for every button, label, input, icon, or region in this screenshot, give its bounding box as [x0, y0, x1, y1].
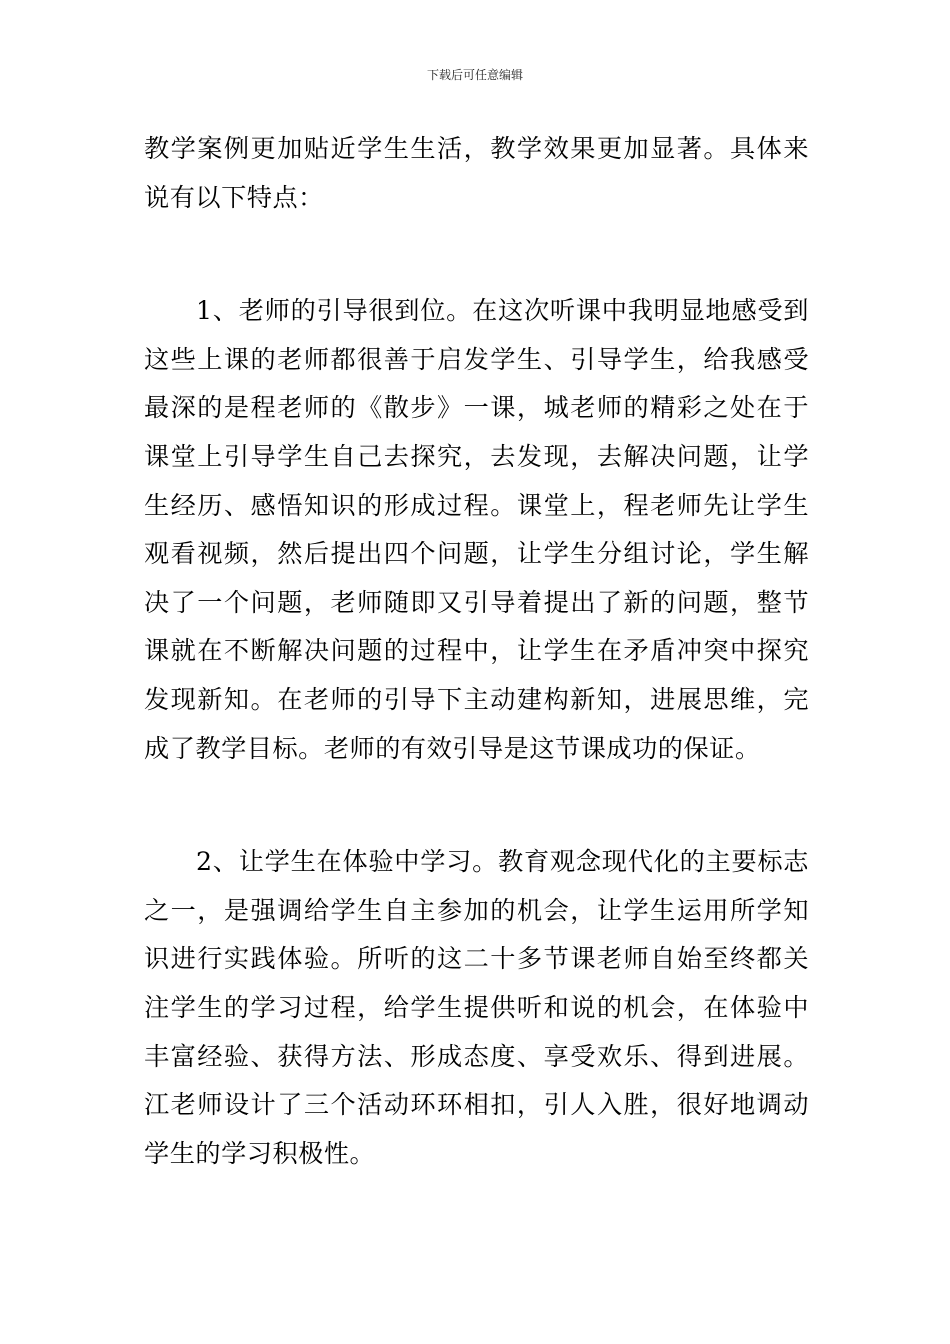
paragraph-intro: 教学案例更加贴近学生生活，教学效果更加显著。具体来说有以下特点： [144, 134, 809, 212]
document-body [144, 125, 809, 1178]
paragraph-spacer [144, 773, 809, 838]
paragraph-point-1: 1、老师的引导很到位。在这次听课中我明显地感受到这些上课的老师都很善于启发学生、引导学生，给我感受最深的是程老师的《散步》一课，城老师的精彩之处在于课堂上引导学生自己去探究，去发现，去解决问题，让学生经历、感悟知识的形成过程。课堂上，程老师先让学生观看视频，然后提出四个问题，让学生分组讨论，学生解决了一个问题，老师随即又引导着提出了新的问题，整节课就在不断解决问题的过程中，让学生在矛盾冲突中探究发现新知。在老师的引导下主动建构新知，进展思维，完成了教学目标。老师的有效引导是这节课成功的保证。 [144, 296, 809, 763]
paragraph-point-2: 2、让学生在体验中学习。教育观念现代化的主要标志之一，是强调给学生自主参加的机会，让学生运用所学知识进行实践体验。所听的这二十多节课老师自始至终都关注学生的学习过程，给学生提供听和说的机会，在体验中丰富经验、获得方法、形成态度、享受欢乐、得到进展。江老师设计了三个活动环环相扣，引人入胜，很好地调动学生的学习积极性。 [144, 847, 809, 1168]
paragraph-spacer [144, 222, 809, 287]
page-header: 下载后可任意编辑 [426, 68, 523, 82]
